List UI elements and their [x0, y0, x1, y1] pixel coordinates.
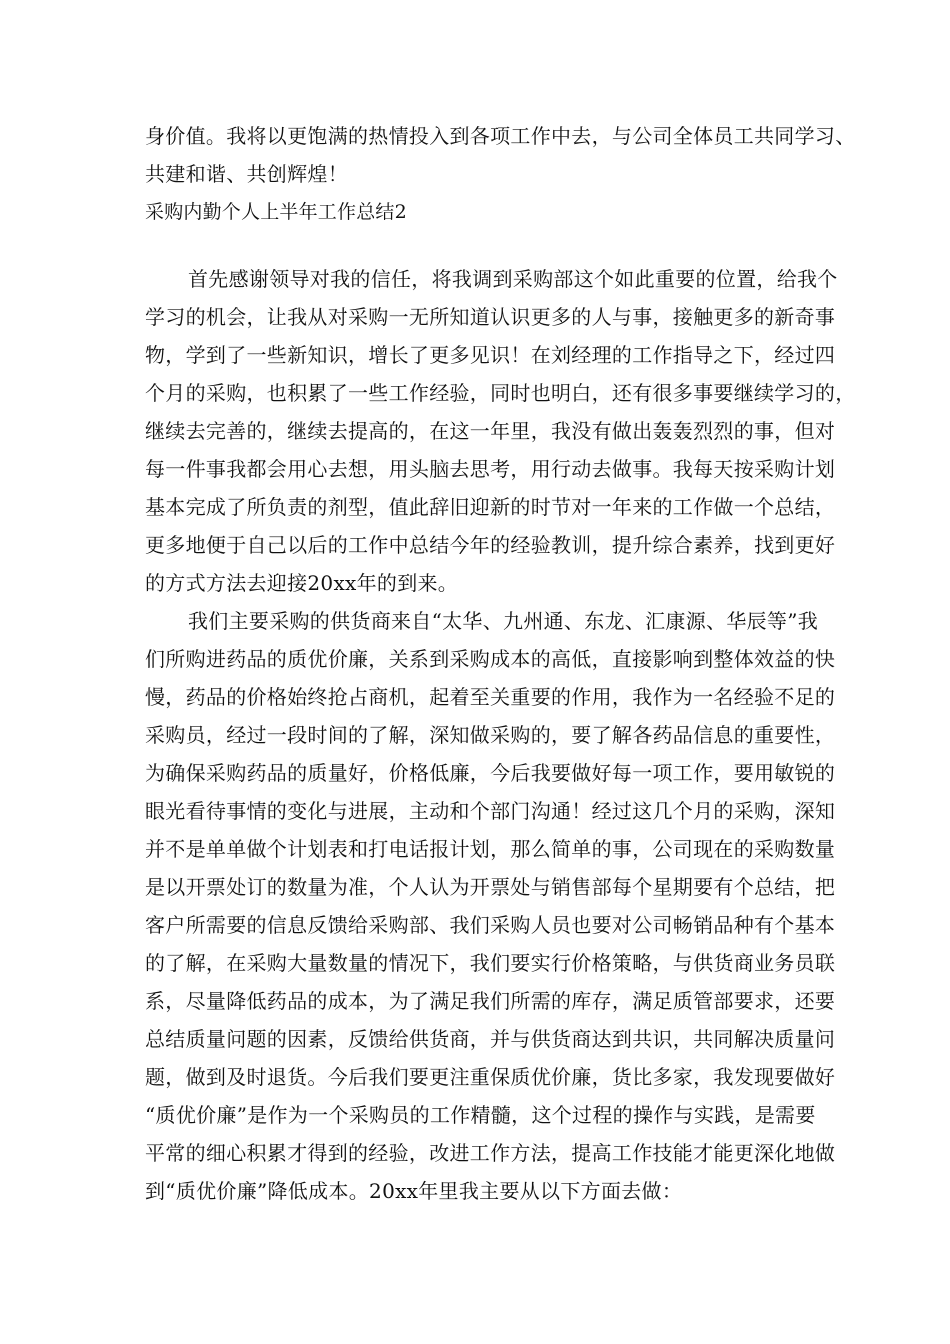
section-title: 采购内勤个人上半年工作总结2	[145, 201, 407, 223]
paragraph-line: 物，学到了一些新知识，增长了更多见识！在刘经理的工作指导之下，经过四	[145, 343, 836, 367]
paragraph-line: 为确保采购药品的质量好，价格低廉，今后我要做好每一项工作，要用敏锐的	[145, 761, 836, 785]
paragraph-line: 是以开票处订的数量为准，个人认为开票处与销售部每个星期要有个总结，把	[145, 875, 836, 899]
paragraph-line: 首先感谢领导对我的信任，将我调到采购部这个如此重要的位置，给我个	[188, 267, 838, 291]
paragraph-line: 并不是单单做个计划表和打电话报计划，那么简单的事，公司现在的采购数量	[145, 837, 836, 861]
paragraph-line: 我们主要采购的供货商来自“太华、九州通、东龙、汇康源、华辰等”我	[188, 609, 819, 633]
paragraph-line: 总结质量问题的因素，反馈给供货商，并与供货商达到共识，共同解决质量问	[145, 1027, 836, 1051]
paragraph-line: 的了解，在采购大量数量的情况下，我们要实行价格策略，与供货商业务员联	[145, 951, 836, 975]
paragraph-line: 采购员，经过一段时间的了解，深知做采购的，要了解各药品信息的重要性，	[145, 723, 836, 747]
paragraph-line: 们所购进药品的质优价廉，关系到采购成本的高低，直接影响到整体效益的快	[145, 647, 836, 671]
paragraph-line: 更多地便于自己以后的工作中总结今年的经验教训，提升综合素养，找到更好	[145, 533, 836, 557]
paragraph-line: 的方式方法去迎接20xx年的到来。	[145, 571, 459, 595]
paragraph-line: 客户所需要的信息反馈给采购部、我们采购人员也要对公司畅销品种有个基本	[145, 913, 836, 937]
intro-line: 共建和谐、共创辉煌！	[145, 162, 348, 186]
paragraph-line: 系，尽量降低药品的成本，为了满足我们所需的库存，满足质管部要求，还要	[145, 989, 836, 1013]
paragraph-line: 慢，药品的价格始终抢占商机，起着至关重要的作用，我作为一名经验不足的	[145, 685, 836, 709]
paragraph-line: 平常的细心积累才得到的经验，改进工作方法，提高工作技能才能更深化地做	[145, 1141, 836, 1165]
paragraph-line: “质优价廉”是作为一个采购员的工作精髓，这个过程的操作与实践，是需要	[145, 1103, 816, 1127]
paragraph-line: 继续去完善的，继续去提高的，在这一年里，我没有做出轰轰烈烈的事，但对	[145, 419, 836, 443]
paragraph-line: 个月的采购，也积累了一些工作经验，同时也明白，还有很多事要继续学习的，	[145, 381, 856, 405]
paragraph-line: 学习的机会，让我从对采购一无所知道认识更多的人与事，接触更多的新奇事	[145, 305, 836, 329]
paragraph-line: 基本完成了所负责的剂型，值此辞旧迎新的时节对一年来的工作做一个总结，	[145, 495, 836, 519]
paragraph-line: 眼光看待事情的变化与进展，主动和个部门沟通！经过这几个月的采购，深知	[145, 799, 836, 823]
paragraph-line: 到“质优价廉”降低成本。20xx年里我主要从以下方面去做：	[145, 1179, 683, 1203]
paragraph-line: 每一件事我都会用心去想，用头脑去思考，用行动去做事。我每天按采购计划	[145, 457, 836, 481]
paragraph-line: 题，做到及时退货。今后我们要更注重保质优价廉，货比多家，我发现要做好	[145, 1065, 836, 1089]
intro-line: 身价值。我将以更饱满的热情投入到各项工作中去，与公司全体员工共同学习、	[145, 124, 856, 148]
